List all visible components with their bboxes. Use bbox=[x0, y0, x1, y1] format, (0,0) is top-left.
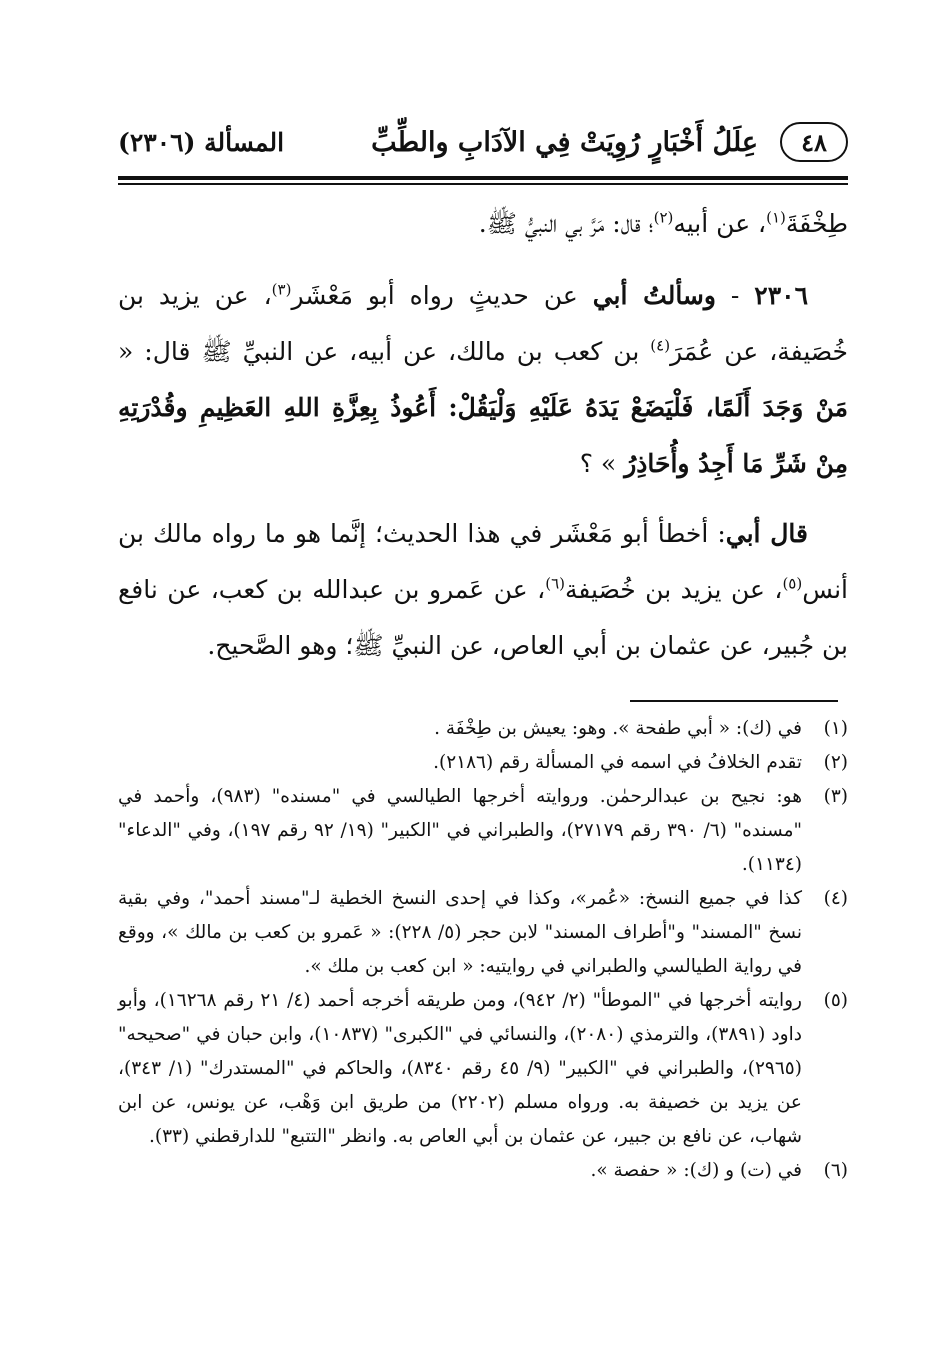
page-number: ٤٨ bbox=[801, 127, 827, 157]
footnote-ref-3[interactable]: (٣) bbox=[271, 280, 292, 299]
footnote-item bbox=[118, 882, 848, 984]
text-run: عن حديثٍ رواه أبو مَعْشَر bbox=[291, 281, 593, 310]
footnote-text: هو: نجيح بن عبدالرحمٰن. وروايته أخرجها الطيالسي في "مسنده" (٩٨٣)، وأحمد في "مسنده" (٦/ ٣٩٠ رقم ٢٧١٧٩)، والطبراني في "الكبير" (١٩/ ٩٢ رقم ١٩٧)، وفي "الدعاء" (١١٣٤). bbox=[118, 786, 802, 875]
header-rule-thick bbox=[118, 176, 848, 180]
text-run: ، عن عَمرو بن عبدالله بن كعب، عن نافع بن جُبير، عن عثمان بن أبي العاص، عن النبيِّ ﷺ؛ وهو الصَّحيح. bbox=[118, 575, 848, 660]
page-header bbox=[118, 112, 848, 172]
continuation-paragraph bbox=[118, 196, 848, 252]
text-run: ، عن يزيد بن خُصَيفة، عن عُمَرَ bbox=[118, 281, 849, 366]
footnote-ref-1[interactable]: (١) bbox=[766, 208, 786, 227]
footnote-number: (٦) bbox=[823, 1160, 848, 1181]
text-run: بن كعب بن مالك، عن أبيه، عن النبيِّ ﷺ قال: « bbox=[118, 337, 651, 366]
answer-paragraph bbox=[118, 506, 848, 674]
footnote-number: (٥) bbox=[823, 990, 848, 1011]
footnote-number: (٤) bbox=[823, 888, 848, 909]
text-run: ؛ قال: مَرَّ بي النبيُّ ﷺ. bbox=[478, 209, 654, 238]
footnote-text: تقدم الخلافُ في اسمه في المسألة رقم (٢١٨٦). bbox=[433, 752, 802, 773]
text-run: ، عن يزيد بن خُصَيفة bbox=[564, 575, 783, 604]
main-text bbox=[118, 196, 848, 674]
footnote-ref-6[interactable]: (٦) bbox=[545, 574, 565, 593]
text-run: طِخْفَةَ bbox=[785, 209, 848, 238]
question-paragraph bbox=[118, 268, 848, 492]
footnote-separator bbox=[630, 700, 838, 702]
answer-lead: قال أبي bbox=[725, 519, 808, 548]
footnote-ref-4[interactable]: (٤) bbox=[650, 336, 671, 355]
running-title: عِلَلُ أَخْبَارٍ رُوِيَتْ فِي الآدَابِ والطِّبِّ bbox=[371, 126, 758, 158]
issue-label: المسألة (٢٣٠٦) bbox=[118, 127, 285, 157]
issue-number: ٢٣٠٦ bbox=[754, 281, 809, 310]
hadith-text: مَنْ وَجَدَ أَلَمًا، فَلْيَضَعْ يَدَهُ عَلَيْهِ وَلْيَقُلْ: أَعُوذُ بِعِزَّةِ اللهِ العَظِيمِ وقُدْرَتِهِ مِنْ شَرِّ مَا أَجِدُ وأُحَاذِرُ bbox=[118, 393, 848, 478]
footnotes bbox=[118, 712, 848, 1188]
footnote-item bbox=[118, 780, 848, 882]
footnote-number: (١) bbox=[823, 718, 848, 739]
footnote-number: (٣) bbox=[823, 786, 848, 807]
footnote-item bbox=[118, 712, 848, 746]
text-run: » ؟ bbox=[579, 449, 625, 478]
page-number-badge bbox=[780, 122, 848, 162]
footnote-text: كذا في جميع النسخ: «عُمر»، وكذا في إحدى النسخ الخطية لـ"مسند أحمد"، وفي بقية نسخ "المسند" و"أطراف المسند" لابن حجر (٥/ ٢٢٨): « عَمرو بن كعب بن مالك »، ووقع في رواية الطيالسي والطبراني في روايتيه: « ابن كعب بن ملك ». bbox=[118, 888, 802, 977]
footnote-item bbox=[118, 746, 848, 780]
text-run: : أخطأ أبو مَعْشَر في هذا الحديث؛ إنَّما هو ما رواه مالك بن أنس bbox=[118, 519, 848, 604]
footnote-number: (٢) bbox=[823, 752, 848, 773]
footnote-ref-2[interactable]: (٢) bbox=[653, 208, 674, 227]
header-rule-thin bbox=[118, 183, 848, 185]
footnote-text: روايته أخرجها في "الموطأ" (٢/ ٩٤٢)، ومن طريقه أخرجه أحمد (٤/ ٢١ رقم ١٦٢٦٨)، وأبو داود (٣٨٩١)، والترمذي (٢٠٨٠)، والنسائي في "الكبرى" (١٠٨٣٧)، وابن حبان في "صحيحه" (٢٩٦٥)، والطبراني في "الكبير" (٩/ ٤٥ رقم ٨٣٤٠)، والحاكم في "المستدرك" (١/ ٣٤٣)، عن يزيد بن خصيفة به. ورواه مسلم (٢٢٠٢) من طريق ابن وَهْب، عن يونس، عن ابن شهاب، عن نافع بن جبير، عن عثمان بن أبي العاص به. وانظر "التتبع" للدارقطني (٣٣). bbox=[118, 990, 802, 1147]
question-lead: وسألتُ أبي bbox=[592, 281, 716, 310]
footnote-item bbox=[118, 1154, 848, 1188]
footnote-item bbox=[118, 984, 848, 1154]
footnote-text: في (ت) و (ك): « حفصة ». bbox=[590, 1160, 802, 1181]
footnote-text: في (ك): « أبي طفحة ». وهو: يعيش بن طِخْفَة . bbox=[434, 718, 802, 739]
text-run: ، عن أبيه bbox=[673, 209, 767, 238]
dash: - bbox=[715, 281, 755, 310]
footnote-ref-5[interactable]: (٥) bbox=[782, 574, 803, 593]
